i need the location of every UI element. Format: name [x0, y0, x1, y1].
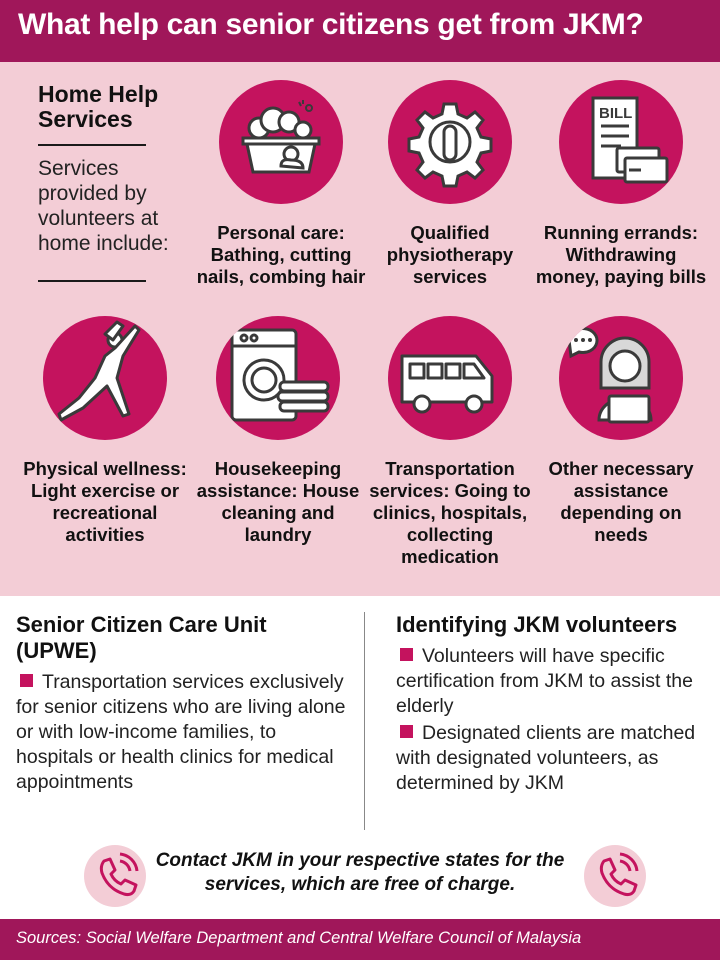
volunteers-section — [396, 612, 708, 796]
service-other — [533, 316, 709, 546]
list-item-text: Transportation services exclusively for senior citizens who are living alone or with low-income families, to hospitals or health clinics for medical appointments — [16, 671, 346, 793]
list-item-text: Designated clients are matched with designated volunteers, as determined by JKM — [396, 722, 696, 794]
bathtub-duck-icon — [219, 80, 343, 204]
intro-block — [38, 82, 188, 282]
sources-text: Sources: Social Welfare Department and Central Welfare Council of Malaysia — [16, 929, 582, 947]
service-housekeeping — [190, 316, 366, 546]
yoga-pose-icon — [43, 316, 167, 440]
service-label: Qualified physiotherapy services — [386, 222, 514, 287]
gear-bone-icon — [388, 80, 512, 204]
intro-title: Home Help Services — [38, 81, 159, 132]
bullet-square-icon — [400, 725, 413, 738]
service-label: Transportation services: Going to clinics, hospitals, collecting medication — [369, 458, 531, 567]
divider — [38, 144, 146, 146]
bill-text: BILL — [599, 105, 633, 122]
vertical-divider — [364, 612, 365, 830]
support-agent-icon — [559, 316, 683, 440]
van-icon — [388, 316, 512, 440]
page-title: What help can senior citizens get from JKM? — [18, 8, 644, 41]
service-label: Physical wellness: Light exercise or recreational activities — [23, 458, 187, 545]
service-physiotherapy — [362, 80, 538, 288]
service-label: Housekeeping assistance: House cleaning and laundry — [196, 458, 360, 545]
list-item — [396, 721, 708, 796]
service-physical-wellness — [17, 316, 193, 546]
bullet-square-icon — [400, 648, 413, 661]
phone-icon — [584, 845, 646, 907]
service-personal-care — [193, 80, 369, 288]
service-transportation — [362, 316, 538, 568]
intro-text: Services provided by volunteers at home include: — [38, 157, 169, 255]
upwe-section — [16, 612, 346, 795]
header-banner — [0, 0, 720, 62]
footer-banner — [0, 919, 720, 960]
section-title: Identifying JKM volunteers — [396, 612, 678, 637]
list-item-text: Volunteers will have specific certification from JKM to assist the elderly — [396, 645, 693, 717]
service-label: Running errands: Withdrawing money, paying bills — [535, 222, 707, 287]
phone-icon — [84, 845, 146, 907]
divider — [38, 280, 146, 282]
service-label: Other necessary assistance depending on needs — [548, 458, 694, 545]
service-label: Personal care: Bathing, cutting nails, combing hair — [196, 222, 366, 287]
section-title: Senior Citizen Care Unit (UPWE) — [16, 612, 267, 663]
bill-cards-icon — [559, 80, 683, 204]
list-item — [396, 644, 708, 719]
contact-text: Contact JKM in your respective states for the services, which are free of charge. — [155, 850, 565, 895]
washing-machine-icon — [216, 316, 340, 440]
list-item — [16, 670, 346, 795]
service-errands — [533, 80, 709, 288]
bullet-square-icon — [20, 674, 33, 687]
